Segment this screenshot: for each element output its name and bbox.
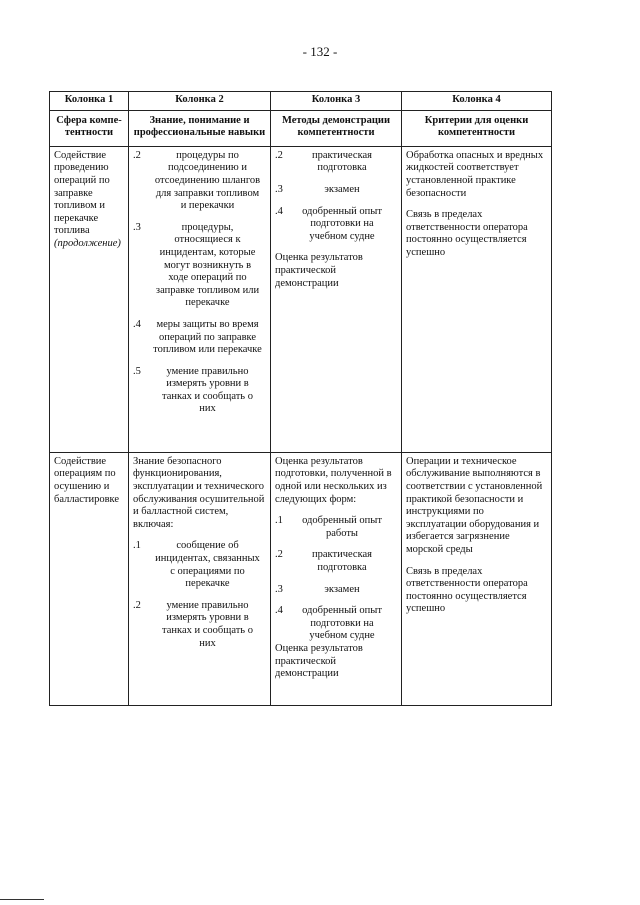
page-number: - 132 - (302, 44, 338, 59)
column-title-row (50, 110, 552, 146)
page-edge-rule (0, 899, 44, 900)
knowledge-intro: Знание безопасного функционирования, эксплуатации и технического обслуживания осушительной и балластной систем, включая: (133, 455, 265, 530)
criteria-paragraph: Операции и техническое обслуживание выполняются в соответствии с установленной практикой безопасности и инструкциями по эксплуатации оборудования и избегается загрязнение морской среды (406, 455, 543, 555)
competence-text: Содействие операциям по осушению и балластировке (54, 455, 120, 505)
item-text: практическая подготовка (312, 549, 372, 573)
list-item (133, 366, 266, 416)
item-number: .4 (275, 605, 283, 617)
competence-cell (50, 146, 129, 452)
item-number: .3 (275, 583, 283, 595)
list-item (133, 319, 266, 357)
competence-table (49, 91, 552, 706)
list-item (275, 206, 397, 244)
criteria-cell (402, 146, 552, 452)
column-4-title: Критерии для оценки компетентности (402, 110, 552, 146)
methods-intro: Оценка результатов подготовки, полученной в одной или нескольких из следующих форм: (275, 455, 392, 505)
list-item (133, 150, 266, 213)
methods-outro: Оценка результатов практической демонстрации (275, 252, 363, 289)
list-item (275, 150, 397, 175)
item-number: .3 (275, 183, 283, 195)
list-item (133, 222, 266, 310)
item-text: практическая подготовка (312, 149, 372, 174)
item-text: одобренный опыт работы (302, 515, 382, 539)
list-item (275, 549, 397, 574)
item-text: умение правильно измерять уровни в танках и сообщать о них (162, 599, 253, 649)
item-text: одобренный опыт подготовки на учебном судне (302, 205, 382, 242)
continuation-note: (продолжение) (54, 237, 121, 249)
criteria-paragraph: Связь в пределах ответственности оператора постоянно осуществляется успешно (406, 209, 528, 258)
item-text: процедуры по подсоединению и отсоединению шлангов для заправки топливом и перекачки (154, 149, 261, 212)
column-2-heading: Колонка 2 (129, 92, 271, 111)
list-item (275, 605, 397, 643)
methods-cell (271, 146, 402, 452)
column-number-row (50, 92, 552, 111)
criteria-paragraph: Обработка опасных и вредных жидкостей соответствует установленной практике безопасности (406, 149, 544, 199)
list-item (275, 184, 397, 197)
item-number: .2 (133, 599, 141, 611)
item-number: .4 (275, 205, 283, 217)
methods-outro: Оценка результатов практической демонстрации (275, 642, 363, 680)
item-number: .4 (133, 318, 141, 330)
table-row (50, 452, 552, 705)
methods-cell (271, 452, 402, 705)
item-number: .2 (275, 149, 283, 161)
list-item (275, 515, 397, 540)
criteria-cell (402, 452, 552, 705)
list-item (133, 600, 266, 650)
table-row (50, 146, 552, 452)
item-number: .1 (275, 515, 283, 527)
item-text: одобренный опыт подготовки на учебном судне (302, 605, 382, 642)
item-number: .1 (133, 540, 141, 552)
item-text: процедуры, относящиеся к инцидентам, которые могут возникнуть в ходе операций по заправке топливом или перекачке (155, 221, 260, 309)
item-text: экзамен (324, 183, 360, 195)
knowledge-cell (129, 146, 271, 452)
item-text: меры защиты во время операций по заправке топливом или перекачке (153, 318, 262, 356)
item-number: .2 (275, 549, 283, 561)
column-2-title: Знание, понимание и профессиональные навыки (129, 110, 271, 146)
column-1-heading: Колонка 1 (50, 92, 129, 111)
item-number: .5 (133, 365, 141, 377)
column-3-heading: Колонка 3 (271, 92, 402, 111)
competence-cell (50, 452, 129, 705)
item-text: экзамен (324, 583, 360, 595)
column-1-title: Сфера компе-тентности (50, 110, 129, 146)
item-text: умение правильно измерять уровни в танках и сообщать о них (162, 365, 253, 415)
column-3-title: Методы демонстрации компетентности (271, 110, 402, 146)
competence-text: Содействие проведению операций по заправке топливом и перекачке топлива (54, 149, 110, 237)
item-number: .2 (133, 149, 141, 161)
item-text: сообщение об инцидентах, связанных с операциями по перекачке (155, 540, 260, 590)
column-4-heading: Колонка 4 (402, 92, 552, 111)
item-number: .3 (133, 221, 141, 233)
list-item (275, 584, 397, 597)
criteria-paragraph: Связь в пределах ответственности оператора постоянно осуществляется успешно (406, 565, 528, 615)
knowledge-cell (129, 452, 271, 705)
list-item (133, 540, 266, 590)
